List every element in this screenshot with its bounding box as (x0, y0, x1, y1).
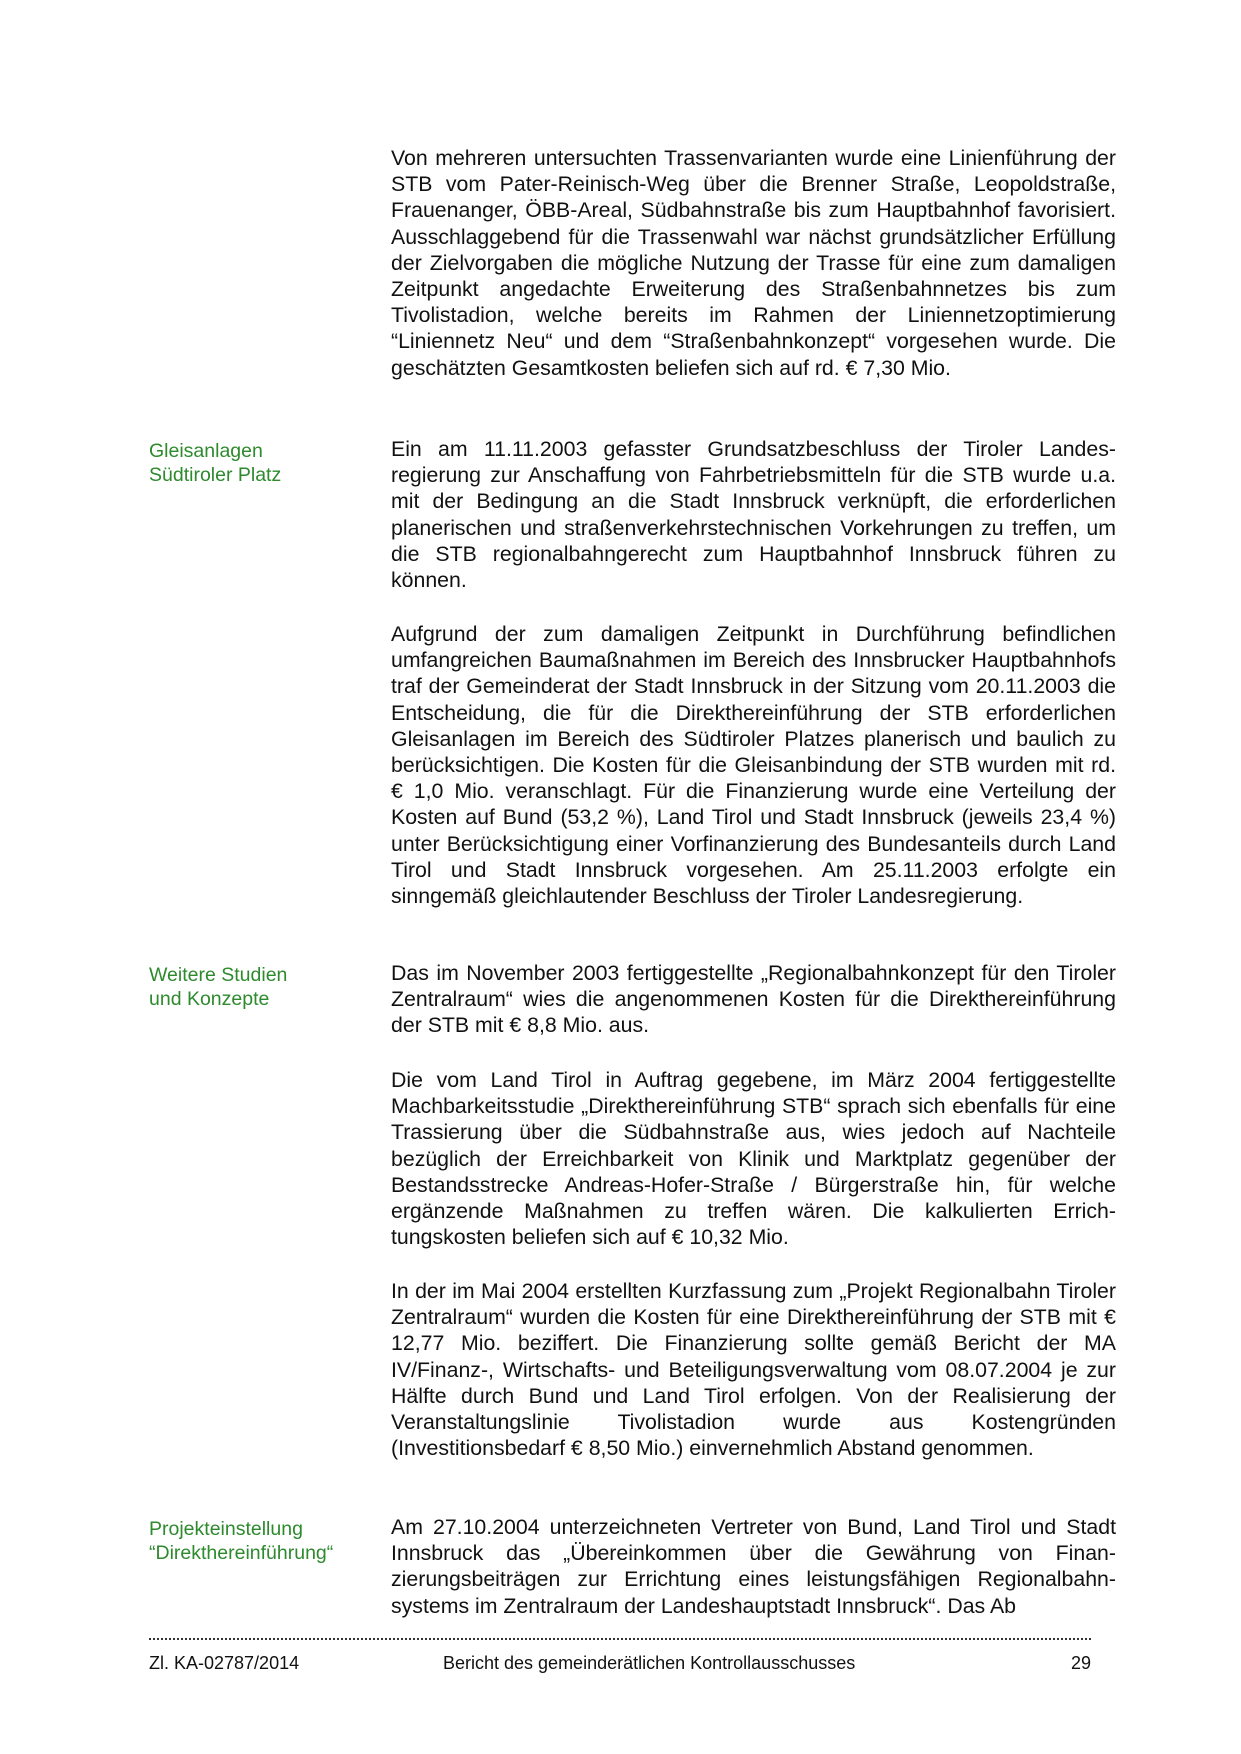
footer-divider (149, 1638, 1091, 1640)
paragraph-gemeinderat: Aufgrund der zum damaligen Zeitpunkt in Durchführung befindlichen umfangreichen Baumaßnahmen im Bereich des Innsbrucker Hauptbahnhofs traf der Gemeinderat der Stadt Innsbruck in der Sitzung vom 20.11.2003 die Entscheidung, die für die Direkthereinführung der STB erforderlichen Gleisanlagen im Bereich des Südtiroler Platzes planerisch und baulich zu berücksichtigen. Die Kosten für die Gleisanbindung der STB wurden mit rd. € 1,0 Mio. veranschlagt. Für die Finanzierung wurde eine Verteilung der Kosten auf Bund (53,2 %), Land Tirol und Stadt Innsbruck (jeweils 23,4 %) unter Berücksichtigung einer Vorfinanzierung des Bundesanteils durch Land Tirol und Stadt Innsbruck vorgesehen. Am 25.11.2003 erfolgte ein sinngemäß gleichlautender Beschluss der Tiroler Landesregierung. (391, 622, 1116, 909)
page-footer (149, 1652, 1091, 1676)
report-title: Bericht des gemeinderätlichen Kontrollausschusses (443, 1653, 856, 1673)
paragraph-grundsatzbeschluss: Ein am 11.11.2003 gefasster Grundsatzbeschluss der Tiroler Landesregierung zur Anschaffung von Fahrbetriebsmitteln für die STB wurde u.a. mit der Bedingung an die Stadt Innsbruck verknüpft, die erforderlichen planerischen und straßenverkehrstechnischen Vorkehrungen zu treffen, um die STB regionalbahngerecht zum Hauptbahnhof Innsbruck führen zu können. (391, 437, 1116, 593)
paragraph-kurzfassung: In der im Mai 2004 erstellten Kurzfassung zum „Projekt Regionalbahn Tiroler Zentralraum“ wurden die Kosten für eine Direkthereinführung der STB mit € 12,77 Mio. beziffert. Die Finanzierung sollte gemäß Bericht der MA IV/Finanz-, Wirtschafts- und Beteiligungsverwaltung vom 08.07.2004 je zur Hälfte durch Bund und Land Tirol erfolgen. Von der Realisierung der Veranstaltungslinie Tivolistadion wurde aus Kostengründen (Investitionsbedarf € 8,50 Mio.) einvernehmlich Abstand genommen. (391, 1279, 1116, 1461)
margin-note-weitere-studien: Weitere Studien und Konzepte (149, 964, 288, 1010)
margin-note-projekteinstellung: Projekteinstellung “Direkthereinführung“ (149, 1518, 334, 1564)
document-reference: Zl. KA-02787/2014 (149, 1653, 300, 1673)
margin-note-gleisanlagen: Gleisanlagen Südtiroler Platz (149, 440, 282, 486)
paragraph-regionalbahnkonzept: Das im November 2003 fertiggestellte „Regionalbahnkonzept für den Tiroler Zentralraum“ wies die angenommenen Kosten für die Direkthereinführung der STB mit € 8,8 Mio. aus. (391, 961, 1116, 1038)
page-number: 29 (1070, 1653, 1091, 1673)
paragraph-trassenvarianten: Von mehreren untersuchten Trassenvarianten wurde eine Linienführung der STB vom Pater-Reinisch-Weg über die Brenner Straße, Leopoldstraße, Frauenanger, ÖBB-Areal, Südbahnstraße bis zum Hauptbahnhof favorisiert. Ausschlaggebend für die Trassenwahl war nächst grundsätzlicher Erfüllung der Zielvorgaben die mögliche Nutzung der Trasse für eine zum damaligen Zeitpunkt angedachte Erweiterung des Straßenbahnnetzes bis zum Tivolistadion, welche bereits im Rahmen der Liniennetzoptimierung “Liniennetz Neu“ und dem “Straßenbahnkonzept“ vorgesehen wurde. Die geschätzten Gesamtkosten beliefen sich auf rd. € 7,30 Mio. (391, 146, 1116, 380)
paragraph-uebereinkommen: Am 27.10.2004 unterzeichneten Vertreter von Bund, Land Tirol und Stadt Innsbruck das „Übereinkommen über die Gewährung von Finanzierungsbeiträgen zur Errichtung eines leistungsfähigen Regionalbahnsystems im Zentralraum der Landeshauptstadt Innsbruck“. Das Ab (391, 1515, 1116, 1618)
paragraph-machbarkeitsstudie: Die vom Land Tirol in Auftrag gegebene, im März 2004 fertiggestellte Machbarkeitsstudie „Direkthereinführung STB“ sprach sich ebenfalls für eine Trassierung über die Südbahnstraße aus, wies jedoch auf Nachteile bezüglich der Erreichbarkeit von Klinik und Marktplatz gegenüber der Bestandsstrecke Andreas-Hofer-Straße / Bürgerstraße hin, für welche ergänzende Maßnahmen zu treffen wären. Die kalkulierten Errichtungskosten beliefen sich auf € 10,32 Mio. (391, 1068, 1116, 1250)
